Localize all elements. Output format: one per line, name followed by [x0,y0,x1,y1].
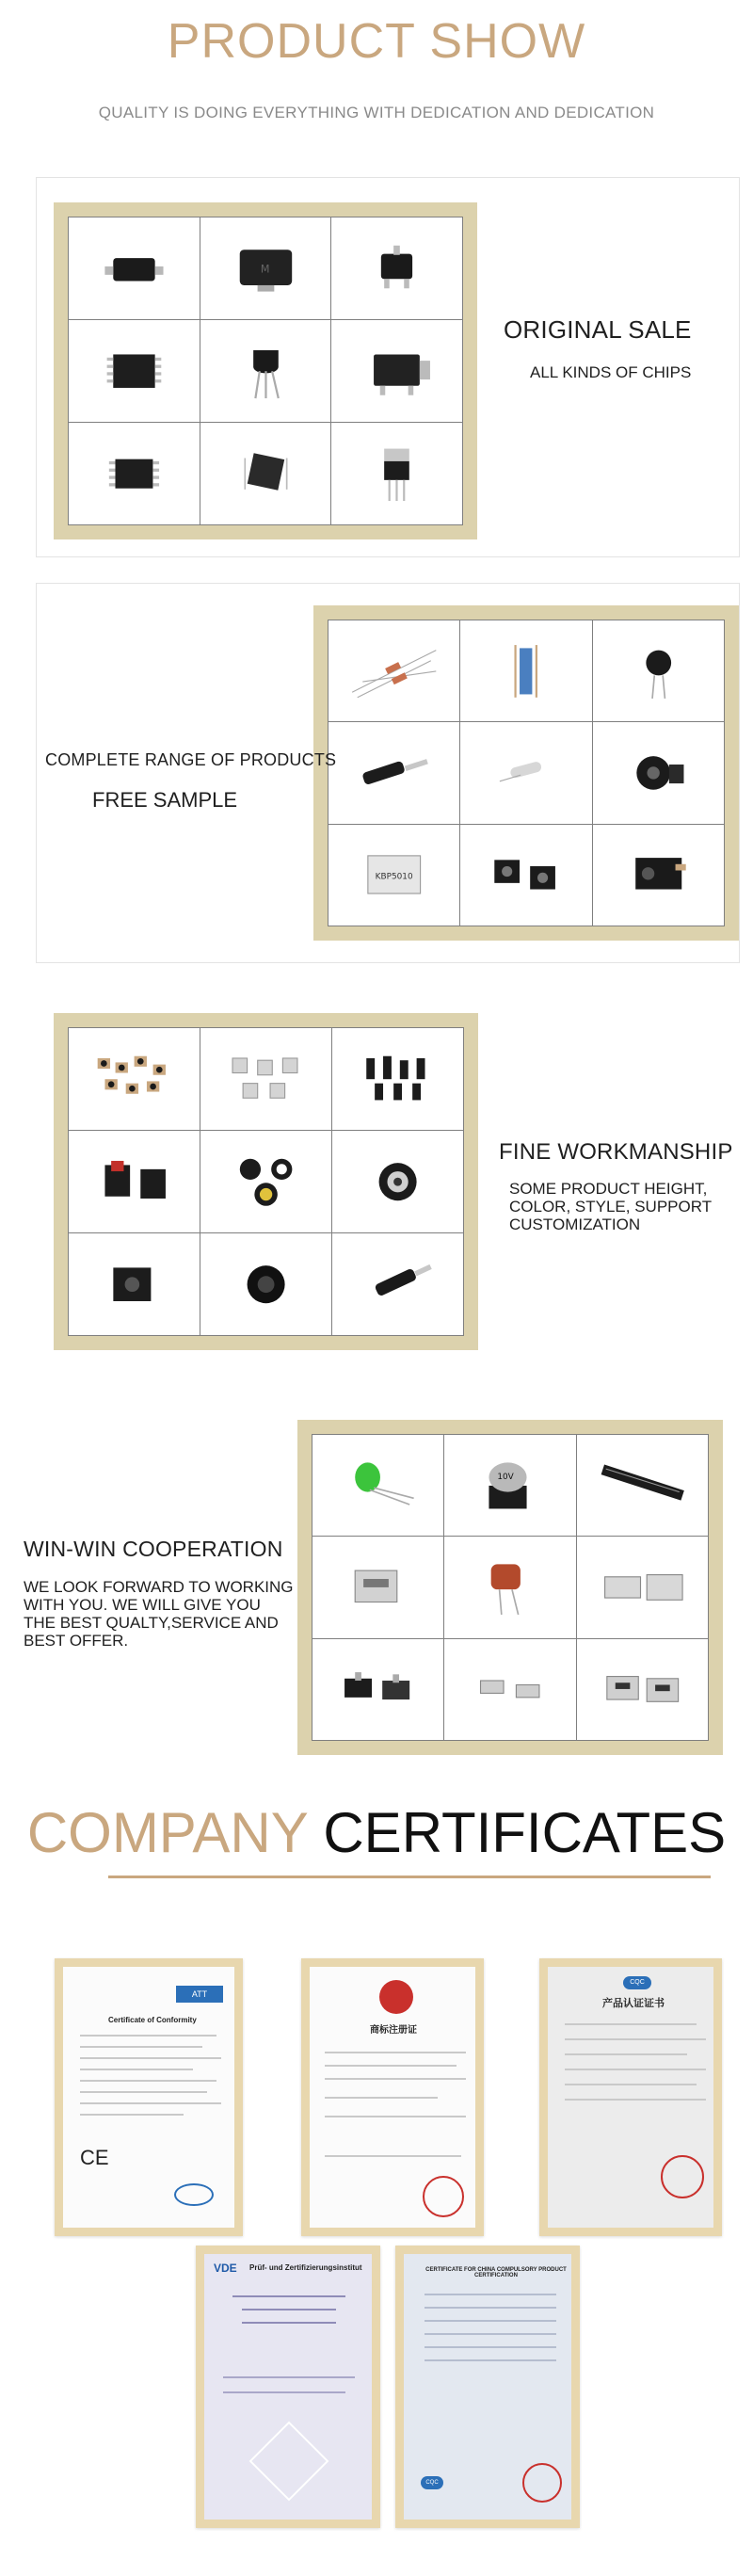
cert-title-vde: Prüf- und Zertifizierungsinstitut [249,2263,362,2272]
resistors-image [328,620,459,721]
smd-switches-image [69,1028,200,1130]
certificate-product [539,1958,722,2236]
cert-title-product: 产品认证证书 [602,1998,665,2009]
chip-sop8-image [69,423,200,524]
tact-switches-image [460,825,591,926]
mini-usb-image [577,1639,708,1740]
dc-jack-image [593,722,724,823]
section-subtitle-complete-range: FREE SAMPLE [92,788,238,812]
chip-dpak-image [331,320,462,422]
chip-sod-image [69,217,200,319]
certificate-trademark [301,1958,484,2236]
cert-badge-cqc-2: CQC [421,2476,443,2489]
section-title-original-sale: ORIGINAL SALE [504,315,692,344]
page-subtitle: QUALITY IS DOING EVERYTHING WITH DEDICATION AND DEDICATION [98,104,655,121]
svg-text:KBP5010: KBP5010 [375,872,413,882]
pin-header-image [577,1435,708,1536]
cert-badge-att: ATT [176,1986,223,2003]
certificate-vde [196,2246,380,2528]
chip-sot23-image [331,217,462,319]
usb-female-image [312,1537,443,1637]
film-capacitor-image [444,1537,575,1637]
certificate-ccc [395,2246,580,2528]
certificates-heading [0,1800,753,1865]
tall-tact-switches-image [332,1028,463,1130]
certificate-conformity [55,1958,243,2236]
chip-to92-image [200,320,331,422]
red-seal-icon [423,2176,464,2217]
cert-seal-icon [174,2183,214,2206]
dc-jack-round-image [200,1233,331,1335]
push-buttons-image [200,1131,331,1232]
resistor-array-image [460,620,591,721]
certificates-heading-black: CERTIFICATES [323,1801,727,1864]
bridge-rectifier-image [328,825,459,926]
cert-title-ccc: CERTIFICATE FOR CHINA COMPULSORY PRODUCT CERTIFICATION [425,2267,567,2278]
green-led-image [312,1435,443,1536]
smd-capacitor-image [444,1435,575,1536]
usb-male-image [577,1537,708,1637]
dc-plug-image [332,1233,463,1335]
crystal-image [460,722,591,823]
section-subtitle-fine-workmanship: SOME PRODUCT HEIGHT, COLOR, STYLE, SUPPORT CUSTOMIZATION [509,1180,712,1233]
audio-jack-image [328,722,459,823]
section-title-win-win: WIN-WIN COOPERATION [24,1537,283,1561]
section-subtitle-original-sale: ALL KINDS OF CHIPS [530,363,692,381]
cert-title-conformity: Certificate of Conformity [108,2016,197,2024]
certificates-heading-gold: COMPANY [26,1801,308,1864]
switches-image-grid [54,1013,478,1350]
dc-jack-pcb-image [69,1233,200,1335]
cert-badge-cqc: CQC [623,1976,651,1989]
chip-to220-image [331,423,462,524]
metal-switches-image [200,1028,331,1130]
national-emblem-icon [379,1980,413,2014]
svg-text:10V: 10V [497,1472,515,1482]
buzzer-image [593,620,724,721]
section-title-fine-workmanship: FINE WORKMANSHIP [499,1139,733,1165]
red-seal-icon [661,2155,704,2198]
components-image-grid [313,605,739,941]
slide-switches-image [312,1639,443,1740]
dc-socket-panel-image [332,1131,463,1232]
chip-qfp-image [200,423,331,524]
ce-mark-icon: CE [80,2146,109,2169]
cert-title-trademark: 商标注册证 [370,2025,417,2036]
vde-watermark-icon [249,2422,329,2502]
chip-smd-diode-image [200,217,331,319]
page-title: PRODUCT SHOW [167,14,586,69]
red-seal-icon [522,2463,562,2503]
cert-badge-vde: VDE [214,2262,237,2275]
red-switches-image [69,1131,200,1232]
audio-socket-image [593,825,724,926]
micro-usb-image [444,1639,575,1740]
chips-image-grid [54,202,477,539]
svg-text:M: M [260,263,269,276]
chip-soic8-image [69,320,200,422]
section-subtitle-win-win: WE LOOK FORWARD TO WORKING WITH YOU. WE WILL GIVE YOU THE BEST QUALTY,SERVICE AND BEST OFFER. [24,1578,294,1650]
connectors-image-grid [297,1420,723,1755]
certificates-divider [108,1876,711,1878]
section-title-complete-range: COMPLETE RANGE OF PRODUCTS [45,750,337,769]
